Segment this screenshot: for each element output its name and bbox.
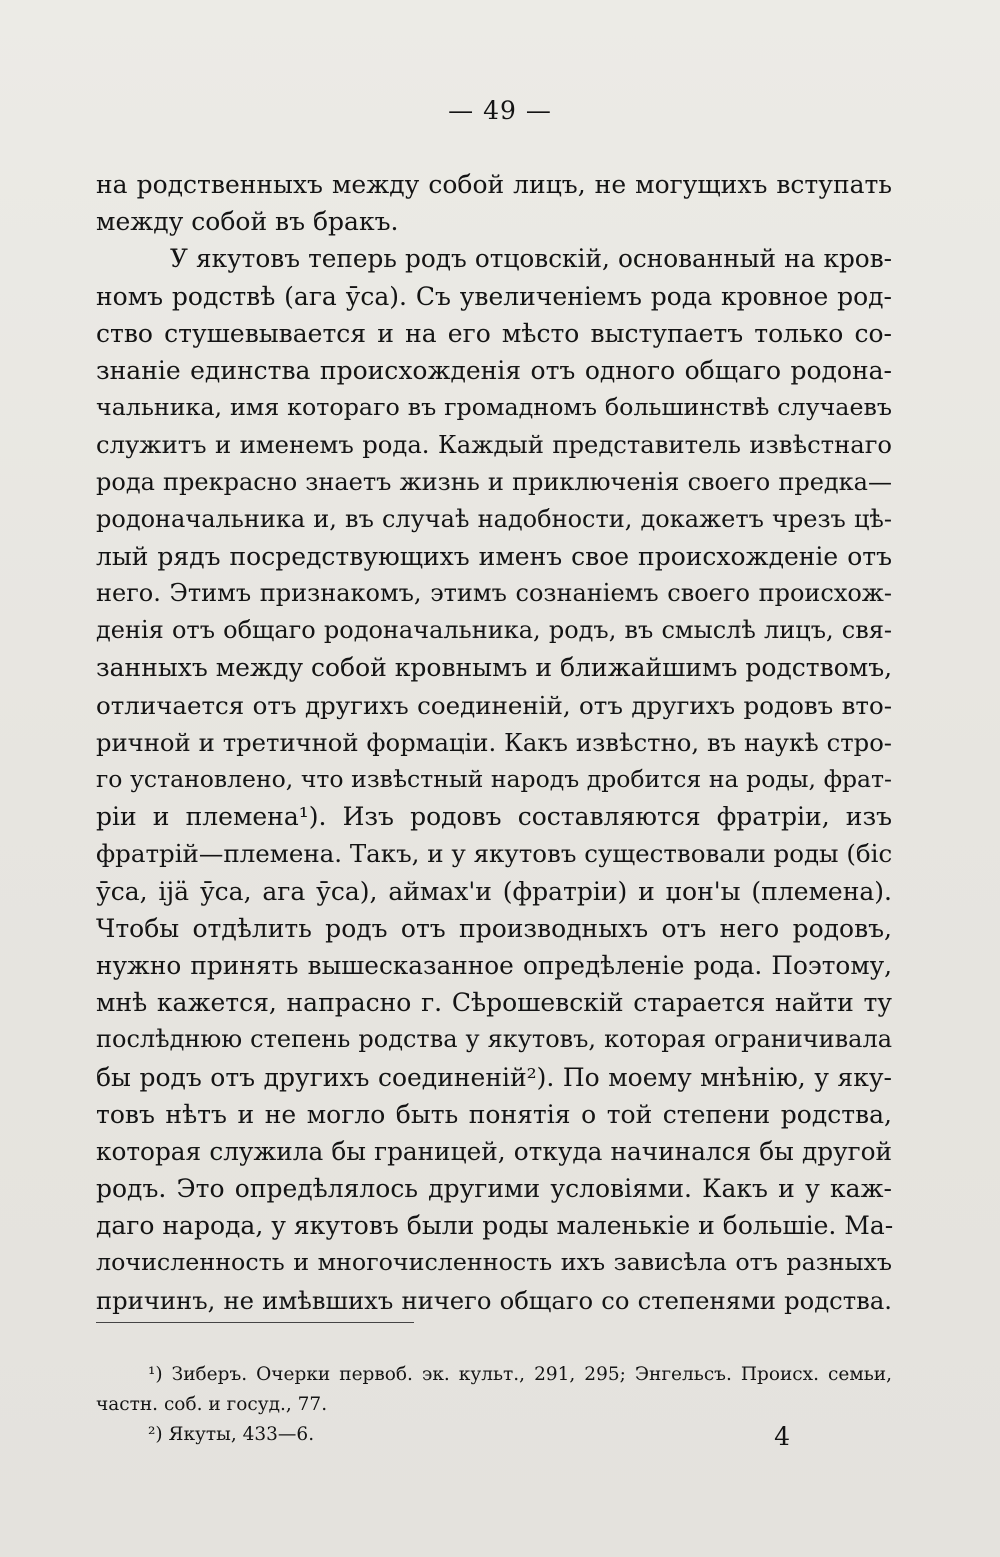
text-line: причинъ, не имѣвшихъ ничего общаго со степенями родства. bbox=[96, 1285, 892, 1315]
text-line: которая служила бы границей, откуда начинался бы другой bbox=[96, 1136, 892, 1166]
body-text bbox=[96, 166, 892, 1319]
text-line: чальника, имя котораго въ громадномъ большинствѣ случаевъ bbox=[96, 393, 892, 422]
text-line: даго народа, у якутовъ были роды маленькіе и большіе. Ма- bbox=[96, 1211, 894, 1241]
text-line: товъ нѣтъ и не могло быть понятія о той степени родства, bbox=[96, 1099, 892, 1129]
text-line: нужно принять вышесказанное опредѣленіе рода. Поэтому, bbox=[96, 950, 892, 980]
text-line: между собой въ бракъ. bbox=[96, 207, 399, 237]
text-line: го установлено, что извѣстный народъ дробится на роды, фрат- bbox=[96, 765, 892, 793]
page-number: — 49 — bbox=[448, 96, 552, 125]
text-line: Чтобы отдѣлить родъ отъ производныхъ отъ него родовъ, bbox=[96, 913, 892, 943]
text-line: ріи и племена¹). Изъ родовъ составляются фратріи, изъ bbox=[96, 802, 892, 832]
text-line: У якутовъ теперь родъ отцовскій, основанный на кров- bbox=[170, 244, 892, 274]
text-line: послѣднюю степень родства у якутовъ, которая ограничивала bbox=[96, 1025, 892, 1054]
text-line: фратрій—племена. Такъ, и у якутовъ существовали роды (біс bbox=[96, 839, 893, 869]
text-line: рода прекрасно знаетъ жизнь и приключенія своего предка— bbox=[96, 467, 892, 496]
text-line: лочисленность и многочисленность ихъ зависѣла отъ разныхъ bbox=[96, 1248, 892, 1277]
text-line: денія отъ общаго родоначальника, родъ, въ смыслѣ лицъ, свя- bbox=[96, 616, 892, 645]
text-line: занныхъ между собой кровнымъ и ближайшимъ родствомъ, bbox=[96, 653, 893, 683]
footnotes bbox=[96, 1360, 892, 1450]
text-line: родъ. Это опредѣлялось другими условіями. Какъ и у каж- bbox=[96, 1174, 892, 1204]
text-line: номъ родствѣ (ага ӯса). Съ увеличеніемъ рода кровное род- bbox=[96, 281, 892, 311]
printer-signature-mark: 4 bbox=[774, 1422, 790, 1451]
footnote-divider bbox=[96, 1322, 414, 1323]
text-line: отличается отъ другихъ соединеній, отъ другихъ родовъ вто- bbox=[96, 690, 892, 720]
text-line: служитъ и именемъ рода. Каждый представитель извѣстнаго bbox=[96, 430, 892, 460]
text-line: на родственныхъ между собой лицъ, не могущихъ вступать bbox=[96, 170, 892, 199]
footnote-line: ²) Якуты, 433—6. bbox=[148, 1424, 315, 1445]
text-line: мнѣ кажется, напрасно г. Сѣрошевскій старается найти ту bbox=[96, 988, 892, 1018]
text-line: бы родъ отъ другихъ соединеній²). По моему мнѣнію, у яку- bbox=[96, 1062, 892, 1092]
text-line: знаніе единства происхожденія отъ одного общаго родона- bbox=[96, 355, 892, 385]
text-line: родоначальника и, въ случаѣ надобности, докажетъ чрезъ цѣ- bbox=[96, 504, 892, 533]
text-line: ство стушевывается и на его мѣсто выступаетъ только со- bbox=[96, 318, 892, 348]
text-line: него. Этимъ признакомъ, этимъ сознаніемъ своего происхож- bbox=[96, 579, 892, 608]
footnote-line: ¹) Зиберъ. Очерки первоб. эк. культ., 291, 295; Энгельсъ. Происх. семьи, bbox=[148, 1364, 892, 1385]
text-line: ричной и третичной формаціи. Какъ извѣстно, въ наукѣ стро- bbox=[96, 727, 892, 757]
footnote-line: частн. соб. и госуд., 77. bbox=[96, 1394, 328, 1415]
text-line: ӯса, іјä ӯса, ага ӯса), аймах'и (фратріи) и џон'ы (племена). bbox=[96, 876, 892, 906]
text-line: лый рядъ посредствующихъ именъ свое происхожденіе отъ bbox=[96, 541, 892, 571]
